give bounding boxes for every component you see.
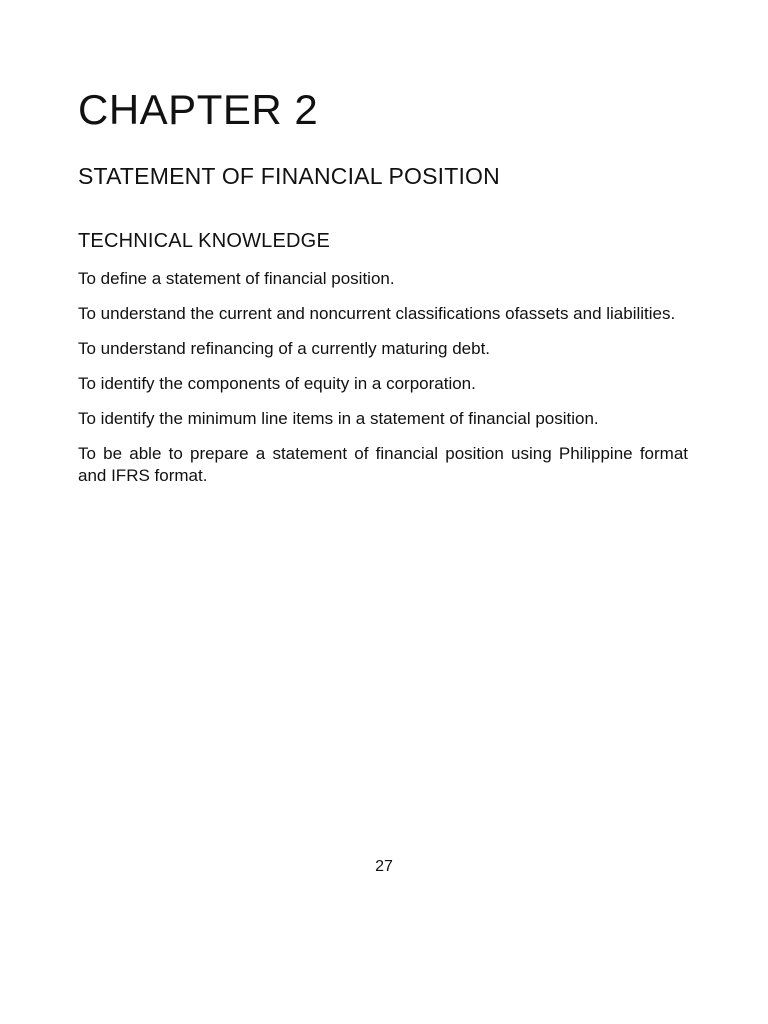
objective-item: To understand refinancing of a currently maturing debt. (78, 339, 491, 358)
objective-item: To be able to prepare a statement of financial position using Philippine format and IFRS format. (78, 444, 688, 485)
objectives-list (78, 268, 688, 500)
page-number: 27 (375, 858, 393, 875)
objective-item: To identify the minimum line items in a statement of financial position. (78, 409, 599, 428)
section-title: STATEMENT OF FINANCIAL POSITION (78, 163, 500, 189)
objective-item: To identify the components of equity in a corporation. (78, 374, 476, 393)
subsection-title: TECHNICAL KNOWLEDGE (78, 230, 330, 252)
objective-item: To define a statement of financial position. (78, 269, 395, 288)
objective-item: To understand the current and noncurrent classifications ofassets and liabilities. (78, 304, 676, 323)
chapter-title: CHAPTER 2 (78, 86, 319, 133)
